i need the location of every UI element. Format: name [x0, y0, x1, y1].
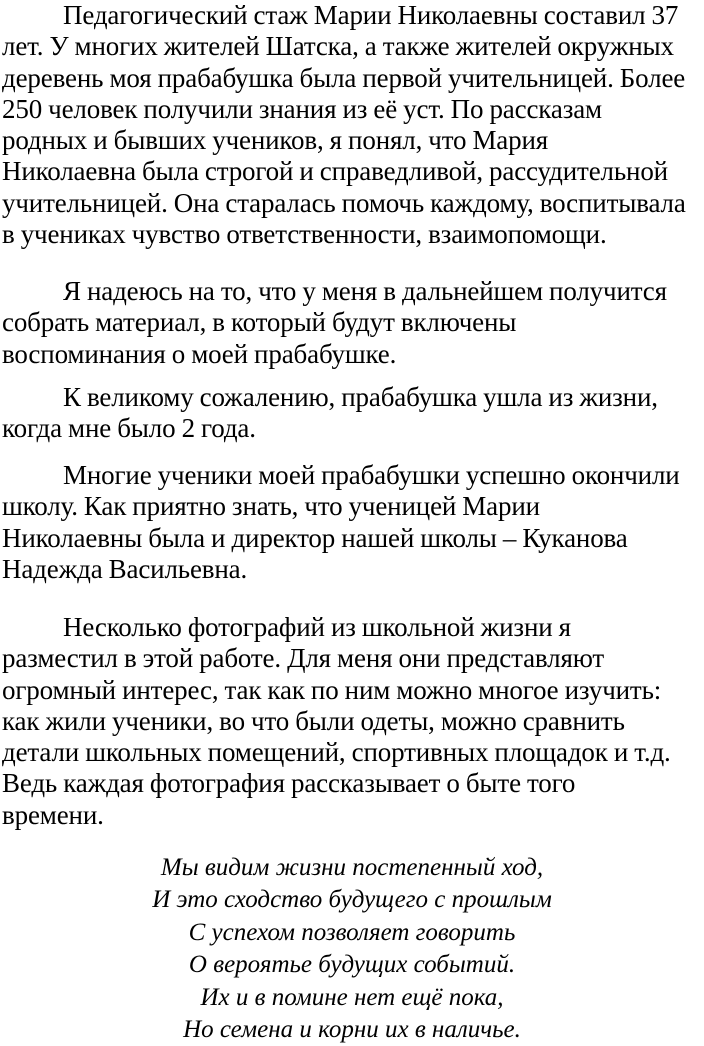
paragraph-line: учительницей. Она старалась помочь каждому, воспитывала — [2, 187, 686, 218]
paragraph-line: лет. У многих жителей Шатска, а также жителей окружных — [2, 31, 674, 62]
poem-line: С успехом позволяет говорить — [188, 918, 516, 946]
paragraph — [2, 0, 702, 250]
poem-line: И это сходство будущего с прошлым — [152, 886, 552, 914]
paragraph-line: огромный интерес, так как по ним можно многое изучить: — [2, 674, 662, 705]
paragraph-line: Несколько фотографий из школьной жизни я — [63, 612, 571, 642]
poem-stanza — [0, 852, 704, 1046]
paragraph — [2, 276, 702, 370]
paragraph-line: когда мне было 2 года. — [2, 413, 256, 444]
paragraph-line: 250 человек получили знания из её уст. По рассказам — [2, 93, 602, 124]
paragraph-line: Я надеюсь на то, что у меня в дальнейшем получится — [63, 276, 667, 306]
poem-line: Мы видим жизни постепенный ход, — [160, 854, 544, 881]
paragraph-line: Ведь каждая фотография рассказывает о быте того — [2, 768, 576, 799]
paragraph-line: школу. Как приятно знать, что ученицей Марии — [2, 491, 540, 522]
poem-line: О вероятье будущих событий. — [188, 951, 516, 979]
paragraph-line: Педагогический стаж Марии Николаевны составил 37 — [63, 0, 679, 30]
paragraph-line: Многие ученики моей прабабушки успешно окончили — [63, 460, 680, 490]
paragraph-line: разместил в этой работе. Для меня они представляют — [2, 643, 605, 674]
paragraph — [2, 460, 702, 585]
paragraph-line: в учениках чувство ответственности, взаимопомощи. — [2, 219, 607, 250]
paragraph — [2, 612, 702, 831]
paragraph-line: деревень моя прабабушка была первой учительницей. Более — [2, 62, 686, 93]
paragraph-line: собрать материал, в который будут включены — [2, 307, 517, 338]
paragraph-line: воспоминания о моей прабабушке. — [2, 338, 397, 369]
poem-line: Их и в помине нет ещё пока, — [200, 983, 504, 1011]
paragraph-line: как жили ученики, во что были одеты, можно сравнить — [2, 705, 625, 736]
paragraph-line: Николаевна была строгой и справедливой, рассудительной — [2, 156, 668, 187]
paragraph-line: родных и бывших учеников, я понял, что Мария — [2, 125, 549, 156]
paragraph-line: Надежда Васильевна. — [2, 553, 248, 584]
paragraph — [2, 382, 702, 445]
paragraph-line: Николаевны была и директор нашей школы – Куканова — [2, 522, 628, 553]
paragraph-line: К великому сожалению, прабабушка ушла из жизни, — [63, 382, 658, 412]
paragraph-line: времени. — [2, 799, 104, 830]
poem-line: Но семена и корни их в наличье. — [183, 1016, 521, 1044]
paragraph-line: детали школьных помещений, спортивных площадок и т.д. — [2, 737, 671, 768]
